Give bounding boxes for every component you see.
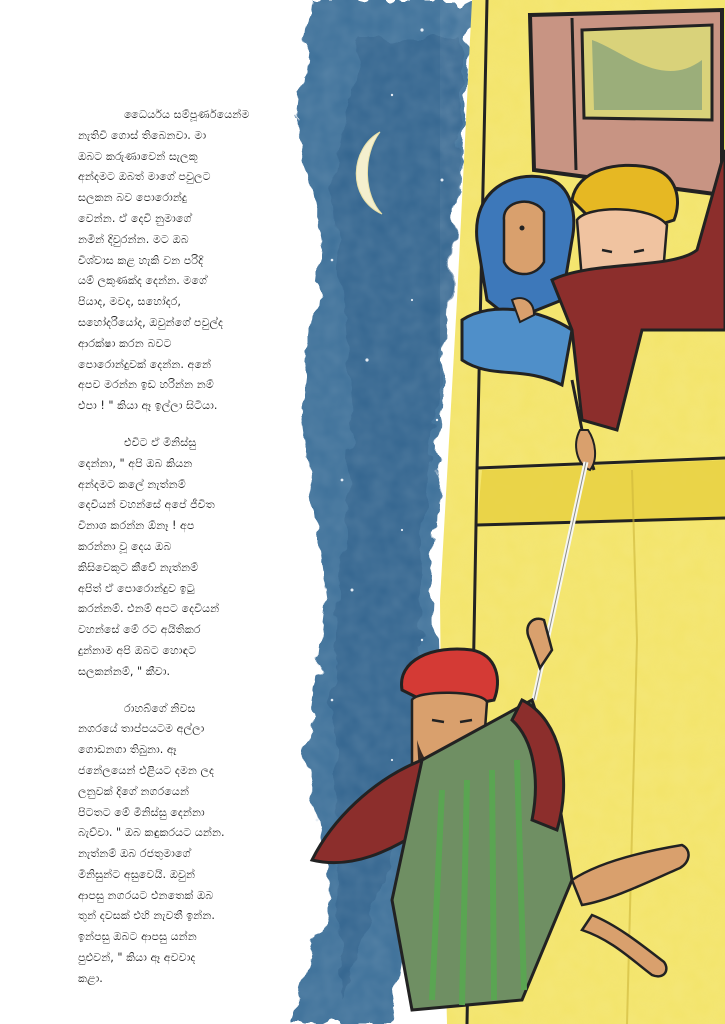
text-line: සහෝදරියෝද, ඔවුන්ගේ පවුල්ද xyxy=(78,315,224,329)
text-line: පොරොන්දුවක් දෙන්න. අනේ xyxy=(78,357,212,371)
text-line: වහන්සේ මේ රට අයිතිකර xyxy=(78,623,201,637)
text-line: ජනේලයෙන් එළියට දමන ලද xyxy=(78,763,215,777)
text-line: යම් ලකුණක්ද දෙන්න. මගේ xyxy=(78,274,207,288)
text-line: වෙන්න. ඒ දෙවි නුමාගේ xyxy=(78,211,192,225)
text-line: තුන් දවසක් එහි නැවතී ඉන්න. xyxy=(78,909,215,923)
story-text xyxy=(78,105,300,1006)
text-line: ඔබට කරුණාවෙන් සැලකූ xyxy=(78,149,198,163)
text-line: ආපසු නගරයට එනතෙක් ඔබ xyxy=(78,888,214,902)
text-line: දෙන්නා, " අපි ඔබ කියන xyxy=(78,456,193,470)
text-line: රාහබ්ගේ නිවස xyxy=(124,701,196,715)
illustration-svg xyxy=(272,0,725,1024)
text-line: අන්දමට කලේ නැත්නම් xyxy=(78,477,186,491)
paragraph-3 xyxy=(78,699,300,990)
text-line: කිසිවෙකුට කීවේ නැත්නම් xyxy=(78,560,199,574)
text-line: ලනුවක් දිගේ නගරයෙන් xyxy=(78,784,190,798)
text-line: විනාශ කරන්න ඕනෑ ! අප xyxy=(78,519,195,533)
text-line: ගොඩනගා තිබුනා. ඈ xyxy=(78,743,177,757)
text-line: අපිත් ඒ පොරොන්දුව ඉටු xyxy=(78,581,195,595)
text-line: සලකන්නම්, " කීවා. xyxy=(78,664,171,678)
text-line: සලකන බව පොරොන්දු xyxy=(78,191,187,205)
text-line: පියාද, මවද, සහෝදර, xyxy=(78,295,181,309)
text-line: බැව්වා. " ඔබ කඳුකරයට යන්න. xyxy=(78,826,225,840)
text-line: දෙවියන් වහන්සේ අපේ ජීවිත xyxy=(78,498,215,512)
text-line: ආරක්ෂා කරන බවට xyxy=(78,336,172,350)
text-line: කරන්නා වූ දෙය ඔබ xyxy=(78,539,172,553)
text-line: ධෛර්යය සම්පූර්ණයෙන්ම xyxy=(124,108,250,121)
text-line: අන්දමට ඔබත් මාගේ පවුලට xyxy=(78,170,211,184)
text-line: ඉන්පසු ඔබට ආපසු යන්න xyxy=(78,930,197,944)
text-line: නගරයේ තාප්පයටම අල්ලා xyxy=(78,722,205,736)
text-line: මිනිසුන්ට අසුවෙයි. ඔවුන් xyxy=(78,867,196,881)
text-line: කරන්නම්. එනම් අපට දෙවියන් xyxy=(78,602,220,616)
text-line: නැතිවී ගොස් තිබෙනවා. මා xyxy=(78,128,207,142)
text-line: පිටතට මේ මිනිස්සු දෙන්නා xyxy=(78,805,205,819)
text-line: විශ්වාස කළ හැකි වන පරිදි xyxy=(78,253,204,267)
text-line: දුන්නාම අපි ඔබට හොඳට xyxy=(78,643,197,657)
text-line: පුළුවන්, " කියා ඈ අවවාද xyxy=(78,951,196,965)
paragraph-2 xyxy=(78,433,300,683)
text-line: කළා. xyxy=(78,971,103,985)
paragraph-1 xyxy=(78,105,300,417)
rahab-window-illustration xyxy=(272,0,725,1024)
text-line: එවිට ඒ මිනිස්සු xyxy=(124,435,197,449)
text-line: නමින් දිවුරන්න. මට ඔබ xyxy=(78,232,189,246)
text-line: නැත්නම් ඔබ රජතුමාගේ xyxy=(78,847,191,861)
text-line: අපව මරන්න ඉඩ හරින්න නම් xyxy=(78,378,214,392)
text-line: එපා ! " කියා ඈ ඉල්ලා සිටියා. xyxy=(78,399,218,413)
